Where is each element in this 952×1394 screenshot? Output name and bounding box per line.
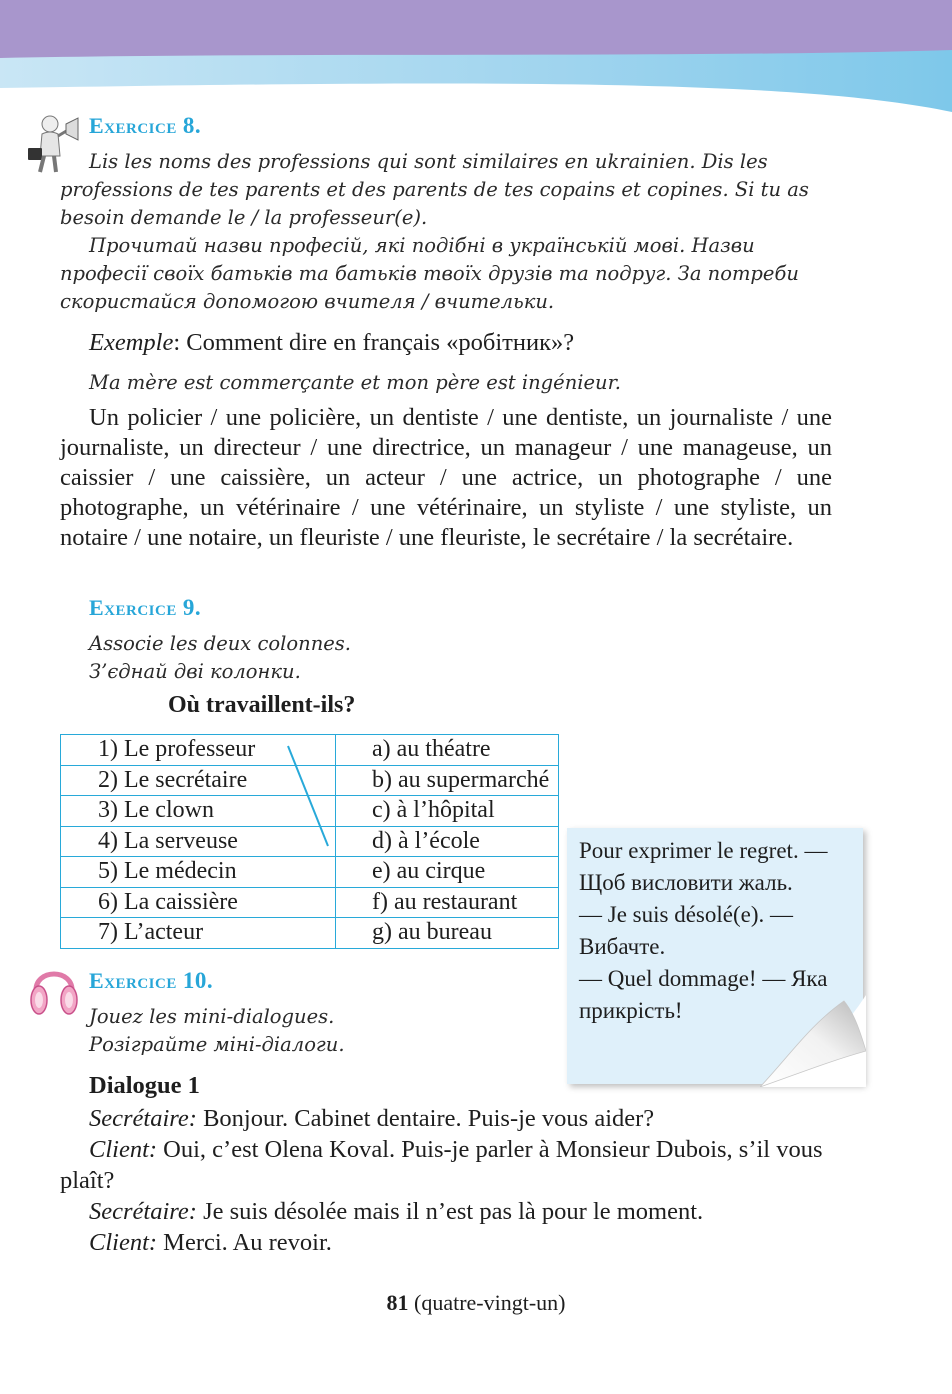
exercise-8-example-answer: Ma mère est commerçante et mon père est ingénieur.: [89, 371, 621, 394]
exercise-9-title: Exercice 9.: [89, 595, 202, 620]
dialogue-line: [60, 1227, 830, 1258]
profession-cell: 7) L’acteur: [61, 918, 336, 949]
profession-cell: 5) Le médecin: [61, 857, 336, 888]
example-label: Exemple: [89, 329, 174, 356]
exercise-10-instruction-uk: Розіграйте міні-діалоги.: [89, 1033, 345, 1056]
dialogue-line: [60, 1134, 830, 1196]
exercise-8-professions: Un policier / une policière, un dentiste / une dentiste, un journaliste / une journaliste, un directeur / une directrice, un manageur / une manageuse, un caissier / une caissière, un acteur / une actrice, un photographe / une photographe, un vétérinaire / une vétérinaire, un styliste / une styliste, un notaire / une notaire, un fleuriste / une fleuriste, le secrétaire / la secrétaire.: [60, 404, 832, 551]
speaker-label: Client:: [89, 1229, 158, 1256]
dialogue-body: [60, 1103, 830, 1258]
profession-cell: 6) La caissière: [61, 887, 336, 918]
exercise-10-instruction-fr: Jouez les mini-dialogues.: [89, 1005, 335, 1028]
speaker-label: Client:: [89, 1136, 158, 1163]
dialogue-line: [60, 1103, 830, 1134]
profession-cell: 2) Le secrétaire: [61, 765, 336, 796]
exercise-9-instruction-uk: З’єднай дві колонки.: [89, 660, 301, 683]
table-row: [61, 887, 559, 918]
page-number: 81 (quatre-vingt-un): [386, 1290, 566, 1315]
speaker-label: Secrétaire:: [89, 1105, 197, 1132]
exercise-8-instruction-uk: Прочитай назви професій, які подібні в українській мові. Назви професії своїх батьків та батьків твоїх друзів та подруг. За потреби скористайся допомогою вчителя / вчительки.: [60, 234, 799, 313]
dialogue-title: Dialogue 1: [89, 1072, 200, 1099]
exercise-9-instruction-fr: Associe les deux colonnes.: [89, 632, 351, 655]
example-text: : Comment dire en français «робітник»?: [173, 329, 575, 356]
table-row: [61, 857, 559, 888]
profession-cell: 3) Le clown: [61, 796, 336, 827]
exercise-8-instruction-fr: Lis les noms des professions qui sont similaires en ukrainien. Dis les professions de tes parents et des parents de tes copains et copines. Si tu as besoin demande le / la professeur(e).: [60, 150, 809, 229]
dialogue-text: Je suis désolée mais il n’est pas là pour le moment.: [196, 1198, 704, 1225]
dialogue-line: [60, 1196, 830, 1227]
profession-cell: 1) Le professeur: [61, 735, 336, 766]
header-banner: [0, 0, 952, 115]
dialogue-text: Bonjour. Cabinet dentaire. Puis-je vous aider?: [196, 1105, 655, 1132]
note-page-curl: [760, 995, 866, 1087]
headphones-icon: [30, 958, 78, 1020]
exercise-8-title: Exercice 8.: [89, 113, 202, 138]
workplace-cell: g) au bureau: [336, 918, 559, 949]
speaker-label: Secrétaire:: [89, 1198, 197, 1225]
workplace-cell: a) au théatre: [336, 735, 559, 766]
workplace-cell: f) au restaurant: [336, 887, 559, 918]
workplace-cell: e) au cirque: [336, 857, 559, 888]
workplace-cell: d) à l’école: [336, 826, 559, 857]
workplace-cell: c) à l’hôpital: [336, 796, 559, 827]
note-text: Pour exprimer le regret. — Щоб висловити жаль. — Je suis désolé(e). — Вибачте. — Quel dommage! — Яка прикрість!: [579, 838, 828, 1023]
table-row: [61, 918, 559, 949]
dialogue-text: Oui, c’est Olena Koval. Puis-je parler à Monsieur Dubois, s’il vous plaît?: [60, 1136, 823, 1194]
exercise-10-title: Exercice 10.: [89, 968, 214, 993]
exercise-8-example: [89, 328, 829, 358]
workplace-cell: b) au supermarché: [336, 765, 559, 796]
example-link-line: [280, 740, 340, 852]
matching-table-title: Où travaillent-ils?: [168, 692, 356, 718]
profession-cell: 4) La serveuse: [61, 826, 336, 857]
dialogue-text: Merci. Au revoir.: [157, 1229, 332, 1256]
